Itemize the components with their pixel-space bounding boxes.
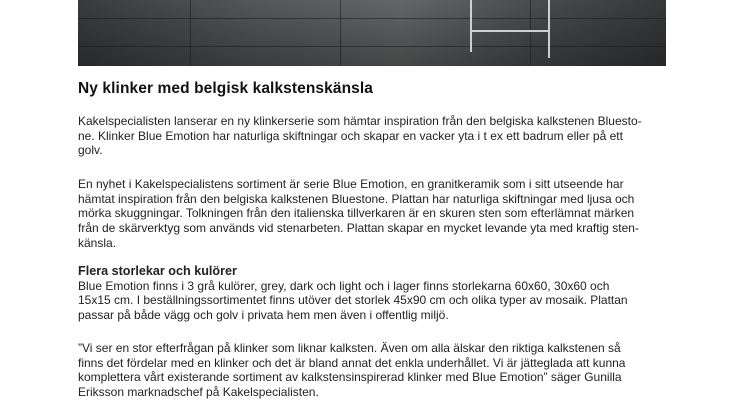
railing-bar [470, 30, 550, 32]
hero-image [78, 0, 666, 66]
paragraph-sizes [78, 264, 670, 323]
tile-joint [78, 18, 666, 19]
text-line: från de skärverktyg som används vid stenarbeten. Plattan skapar en mycket levande yta med kraftig sten- [78, 221, 639, 236]
tile-joint [530, 0, 531, 66]
text-line: passar på både vägg och golv i privata hem men även i offentlig miljö. [78, 308, 449, 323]
paragraph-quote [78, 341, 670, 400]
text-line: golv. [78, 143, 103, 158]
railing-post [470, 0, 472, 52]
tile-joint [78, 46, 666, 47]
text-line: Eriksson marknadschef på Kakelspecialisten. [78, 385, 319, 400]
article-headline: Ny klinker med belgisk kalkstenskänsla [78, 80, 374, 97]
text-line: ne. Klinker Blue Emotion har naturliga skiftningar och skapar en vacker yta i t ex ett badrum eller på ett [78, 128, 623, 143]
railing-post [548, 0, 550, 58]
text-line: finns det fördelar med en klinker och det är bland annat det enkla underhållet. Vi är jätteglada att kunna [78, 355, 626, 370]
text-line: Kakelspecialisten lanserar en ny klinkerserie som hämtar inspiration från den belgiska kalkstenen Bluesto- [78, 114, 642, 128]
paragraph-news [78, 177, 670, 251]
tile-joint [340, 0, 341, 66]
text-line: En nyhet i Kakelspecialistens sortiment är serie Blue Emotion, en granitkeramik som i sitt utseende har [78, 177, 624, 191]
text-line: hämtat inspiration från den belgiska kalkstenen Bluestone. Plattan har naturliga skiftningar med ljusa och [78, 191, 635, 206]
text-line: komplettera vårt existerande sortiment av kalkstensinspirerad klinker med Blue Emotion” säger Gunilla [78, 370, 622, 385]
text-line: Blue Emotion finns i 3 grå kulörer, grey, dark och light och i lager finns storlekarna 60x60, 30x60 och [78, 278, 610, 293]
tile-joint [190, 0, 191, 66]
text-line: känsla. [78, 235, 117, 250]
text-line: mörka skuggningar. Tolkningen från den italienska tillverkaren är en skuren sten som efterlämnat märken [78, 206, 635, 221]
section-subheading: Flera storlekar och kulörer [78, 264, 237, 278]
paragraph-intro [78, 114, 670, 158]
text-line: 15x15 cm. I beställningssortimentet finns utöver det storlek 45x90 cm och olika typer av mosaik. Plattan [78, 293, 628, 308]
text-line: ”Vi ser en stor efterfrågan på klinker som liknar kalksten. Även om alla älskar den riktiga kalkstenen så [78, 341, 621, 355]
